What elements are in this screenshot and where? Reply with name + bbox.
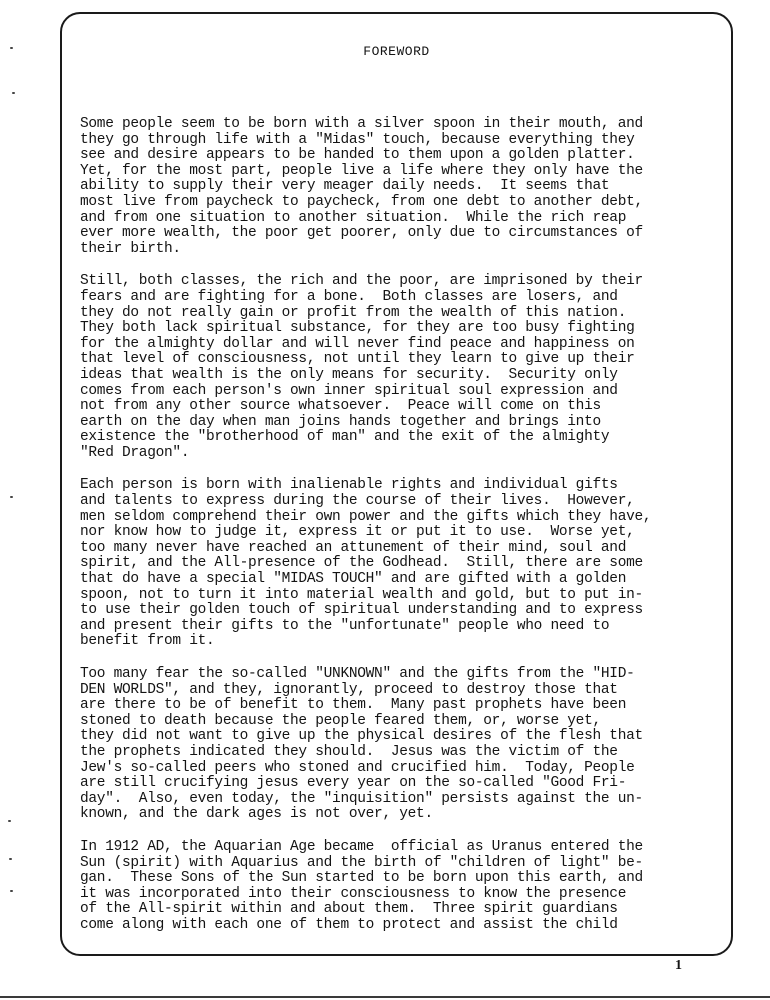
text-line: In 1912 AD, the Aquarian Age became official as Uranus entered the — [80, 838, 643, 855]
text-line: and present their gifts to the "unfortunate" people who need to — [80, 617, 610, 634]
scan-speck — [9, 858, 12, 860]
paragraph — [80, 117, 720, 257]
text-line: DEN WORLDS", and they, ignorantly, proceed to destroy those that — [80, 681, 618, 698]
text-line: day". Also, even today, the "inquisition" persists against the un- — [80, 790, 643, 807]
page-number: 1 — [675, 958, 682, 973]
scan-speck — [10, 47, 13, 49]
paragraph — [80, 478, 720, 650]
text-line: Yet, for the most part, people live a life where they only have the — [80, 162, 643, 179]
text-line: earth on the day when man joins hands together and brings into — [80, 413, 601, 430]
scan-speck — [12, 92, 15, 94]
scan-speck — [10, 890, 13, 892]
text-line: are there to be of benefit to them. Many past prophets have been — [80, 697, 627, 714]
text-line: not from any other source whatsoever. Peace will come on this — [80, 398, 601, 415]
text-line: Sun (spirit) with Aquarius and the birth of "children of light" be- — [80, 854, 643, 871]
text-line: they did not want to give up the physical desires of the flesh that — [80, 728, 643, 745]
paragraph — [80, 274, 720, 461]
text-line: it was incorporated into their consciousness to know the presence — [80, 885, 627, 902]
text-line: of the All-spirit within and about them. Three spirit guardians — [80, 901, 618, 918]
text-line: "Red Dragon". — [80, 444, 190, 461]
text-line: the prophets indicated they should. Jesus was the victim of the — [80, 743, 618, 760]
text-line: stoned to death because the people feared them, or, worse yet, — [80, 712, 601, 729]
text-line: Some people seem to be born with a silver spoon in their mouth, and — [80, 116, 643, 132]
text-line: ability to supply their very meager daily needs. It seems that — [80, 178, 610, 195]
text-line: they go through life with a "Midas" touch, because everything they — [80, 131, 635, 148]
page-title: FOREWORD — [363, 44, 430, 59]
text-line: Each person is born with inalienable rights and individual gifts — [80, 477, 618, 494]
text-line: men seldom comprehend their own power and the gifts which they have, — [80, 508, 652, 525]
text-line: fears and are fighting for a bone. Both classes are losers, and — [80, 288, 618, 305]
paragraph — [80, 667, 720, 823]
text-line: Too many fear the so-called "UNKNOWN" and the gifts from the "HID- — [80, 666, 635, 682]
text-line: spirit, and the All-presence of the Godhead. Still, there are some — [80, 555, 643, 572]
text-line: see and desire appears to be handed to them upon a golden platter. — [80, 147, 635, 164]
text-line: gan. These Sons of the Sun started to be born upon this earth, and — [80, 870, 643, 887]
foreword-body — [80, 117, 720, 951]
text-line: ideas that wealth is the only means for security. Security only — [80, 366, 618, 383]
text-line: to use their golden touch of spiritual understanding and to express — [80, 602, 643, 619]
text-line: and from one situation to another situation. While the rich reap — [80, 209, 627, 226]
text-line: benefit from it. — [80, 633, 215, 650]
text-line: Jew's so-called peers who stoned and crucified him. Today, People — [80, 759, 635, 776]
text-line: for the almighty dollar and will never find peace and happiness on — [80, 335, 635, 352]
scan-speck — [8, 820, 11, 822]
paragraph — [80, 840, 720, 934]
text-line: They both lack spiritual substance, for they are too busy fighting — [80, 320, 635, 337]
text-line: too many never have reached an attunement of their mind, soul and — [80, 539, 627, 556]
text-line: come along with each one of them to protect and assist the child — [80, 916, 618, 933]
text-line: known, and the dark ages is not over, yet. — [80, 806, 433, 823]
text-line: that do have a special "MIDAS TOUCH" and are gifted with a golden — [80, 571, 627, 588]
scan-edge-rule — [0, 996, 770, 998]
text-line: and talents to express during the course of their lives. However, — [80, 493, 635, 510]
text-line: comes from each person's own inner spiritual soul expression and — [80, 382, 618, 399]
text-line: ever more wealth, the poor get poorer, only due to circumstances of — [80, 225, 643, 242]
text-line: nor know how to judge it, express it or put it to use. Worse yet, — [80, 524, 635, 541]
text-line: Still, both classes, the rich and the poor, are imprisoned by their — [80, 273, 643, 290]
text-line: are still crucifying jesus every year on the so-called "Good Fri- — [80, 775, 627, 792]
scan-speck — [10, 496, 13, 498]
text-line: spoon, not to turn it into material wealth and gold, but to put in- — [80, 586, 643, 603]
text-line: their birth. — [80, 240, 181, 257]
text-line: they do not really gain or profit from the wealth of this nation. — [80, 304, 627, 321]
text-line: most live from paycheck to paycheck, from one debt to another debt, — [80, 193, 643, 210]
text-line: existence the "brotherhood of man" and the exit of the almighty — [80, 429, 610, 446]
text-line: that level of consciousness, not until they learn to give up their — [80, 351, 635, 368]
